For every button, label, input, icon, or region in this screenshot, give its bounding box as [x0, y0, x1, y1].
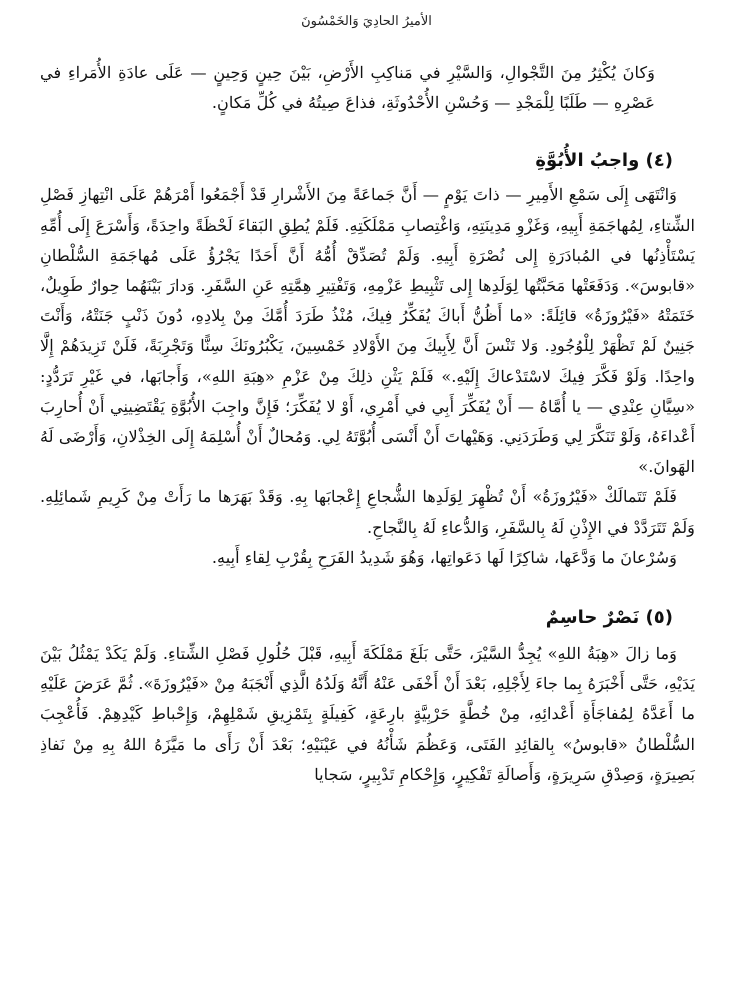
running-header: الأميرُ الحادِيَ وَالخَمْسُونَ: [301, 14, 432, 29]
section-heading-4: (٤) واجبُ الأُبُوَّةِ: [535, 150, 673, 172]
body-paragraph: وَسُرْعانَ ما وَدَّعَها، شاكِرًا لَها دَعَواتِها، وَهُوَ شَدِيدُ الفَرَحِ بِقُرْبِ لِقاءِ أَبِيهِ.: [211, 547, 677, 567]
section-heading-5: (٥) نَصْرٌ حاسِمٌ: [545, 607, 673, 629]
page-content: [40, 58, 695, 790]
body-paragraph: وَانْتَهَى إِلَى سَمْعِ الأَمِيرِ — ذاتَ يَوْمٍ — أَنَّ جَماعَةً مِنَ الأَشْرارِ قَدْ أَجْمَعُوا أَمْرَهُمْ عَلَى انْتِهازِ فَصْلِ الشِّتاءِ، لِمُهاجَمَةِ أَبِيهِ، وَغَزْوِ مَدِينَتِهِ، وَاغْتِصابِ مَمْلَكَتِهِ. فَلَمْ يُطِقِ البَقاءَ لَحْظَةً واحِدَةً، وَأَسْرَعَ إِلَى أُمِّهِ يَسْتَأْذِنُها في المُبادَرَةِ إِلى نُصْرَةِ أَبِيهِ. وَلَمْ تُصَدِّقْ أُمُّهُ أَنَّ أَحَدًا يَجْرُؤُ عَلَى مُهاجَمَةِ السُّلْطانِ «قابوسَ». وَدَفَعَتْها مَحَبَّتُها لِوَلَدِها إِلى تَثْبِيطِ عَزْمِهِ، وَتَفْتِيرِ هِمَّتِهِ عَنِ السَّفَرِ. وَدارَ بَيْنَهُما حِوارٌ طَوِيلٌ، خَتَمَتْهُ «فَيْرُوزَةُ» قائِلَةً: «ما أَظُنُّ أَباكَ يُفَكِّرُ فِيكَ، مُنْذُ طَرَدَ أُمَّكَ مِنْ بِلادِهِ، دُونَ ذَنْبٍ جَنَتْهُ، وَأَنْتَ جَنِينٌ لَمْ تَظْهَرْ لِلْوُجُودِ. وَلا تَنْسَ أَنَّ لِأَبِيكَ مِنَ الأَوْلادِ خَمْسِينَ، يَكْبُرُونَكَ سِنًّا وَتَجْرِبَةً، فَلَنْ تَزِيدَهُمْ إِلَّا واحِدًا. وَلَوْ فَكَّرَ فِيكَ لاسْتَدْعاكَ إِلَيْهِ.» فَلَمْ يَثْنِ ذلِكَ مِنْ عَزْمِ «هِبَةِ اللهِ»، وَأَجابَها، في غَيْرِ تَرَدُّدٍ: «سِيَّانِ عِنْدِي — يا أُمَّاهُ — أَنْ يُفَكِّرَ أَبِي في أَمْرِي، أَوْ لا يُفَكِّرَ؛ فَإِنَّ واجِبَ الأُبُوَّةِ يَقْتَضِينِي أَنْ أُحارِبَ أَعْداءَهُ، وَلَوْ تَنَكَّرَ لِي وَطَرَدَنِي. وَهَيْهاتَ أَنْ أَنْسَى أُبُوَّتَهُ لِي. وَمُحالٌ أَنْ أُسْلِمَهُ إِلَى الخِذْلانِ، وَأَرْضَى لَهُ الهَوانَ.»: [40, 185, 695, 477]
body-paragraph: فَلَمْ تَتَمالَكْ «فَيْرُوزَةُ» أَنْ تُظْهِرَ لِوَلَدِها الشُّجاعِ إِعْجابَها بِهِ. وَقَدْ بَهَرَها ما رَأَتْ مِنْ كَرِيمِ شَمائِلِهِ. وَلَمْ تَتَرَدَّدْ في الإِذْنِ لَهُ بِالسَّفَرِ، وَالدُّعاءِ لَهُ بِالنَّجاحِ.: [40, 487, 695, 537]
body-paragraph: وَما زالَ «هِبَةُ اللهِ» يُجِدُّ السَّيْرَ، حَتَّى بَلَغَ مَمْلَكَةَ أَبِيهِ، قَبْلَ حُلُولِ فَصْلِ الشِّتاءِ. وَلَمْ يَكَدْ يَمْثُلُ بَيْنَ يَدَيْهِ، حَتَّى أَخْبَرَهُ بِما جاءَ لِأَجْلِهِ، بَعْدَ أَنْ أَخْفَى عَنْهُ أَنَّهُ وَلَدُهُ الَّذِي أَنْجَبَهُ مِنْ «فَيْرُوزَةَ». ثُمَّ عَرَضَ عَلَيْهِ ما أَعَدَّهُ لِمُفاجَأَةِ أَعْدائِهِ، مِنْ خُطَّةٍ حَرْبِيَّةٍ بارِعَةٍ، كَفِيلَةٍ بِتَمْزِيقِ شَمْلِهِمْ، وَإِحْباطِ كَيْدِهِمْ. فَأُعْجِبَ السُّلْطانُ «قابوسُ» بِالقائِدِ الفَتَى، وَعَظُمَ شَأْنُهُ في عَيْنَيْهِ؛ بَعْدَ أَنْ رَأَى ما مَيَّزَهُ اللهُ بِهِ مِنْ نَفاذِ بَصِيرَةٍ، وَصِدْقِ سَرِيرَةٍ، وَأَصالَةِ تَفْكِيرٍ، وَإِحْكامِ تَدْبِيرٍ، سَجايا: [40, 644, 695, 784]
intro-paragraph: وَكانَ يُكْثِرُ مِنَ التَّجْوالِ، وَالسَّيْرِ في مَناكِبِ الأَرْضِ، بَيْنَ حِينٍ وَحِينٍ — عَلَى عادَةِ الأُمَراءِ في عَصْرِهِ — طَلَبًا لِلْمَجْدِ — وَحُسْنِ الأُحْدُوثَةِ، فذاعَ صِيتُهُ في كُلِّ مَكانٍ.: [40, 63, 655, 113]
